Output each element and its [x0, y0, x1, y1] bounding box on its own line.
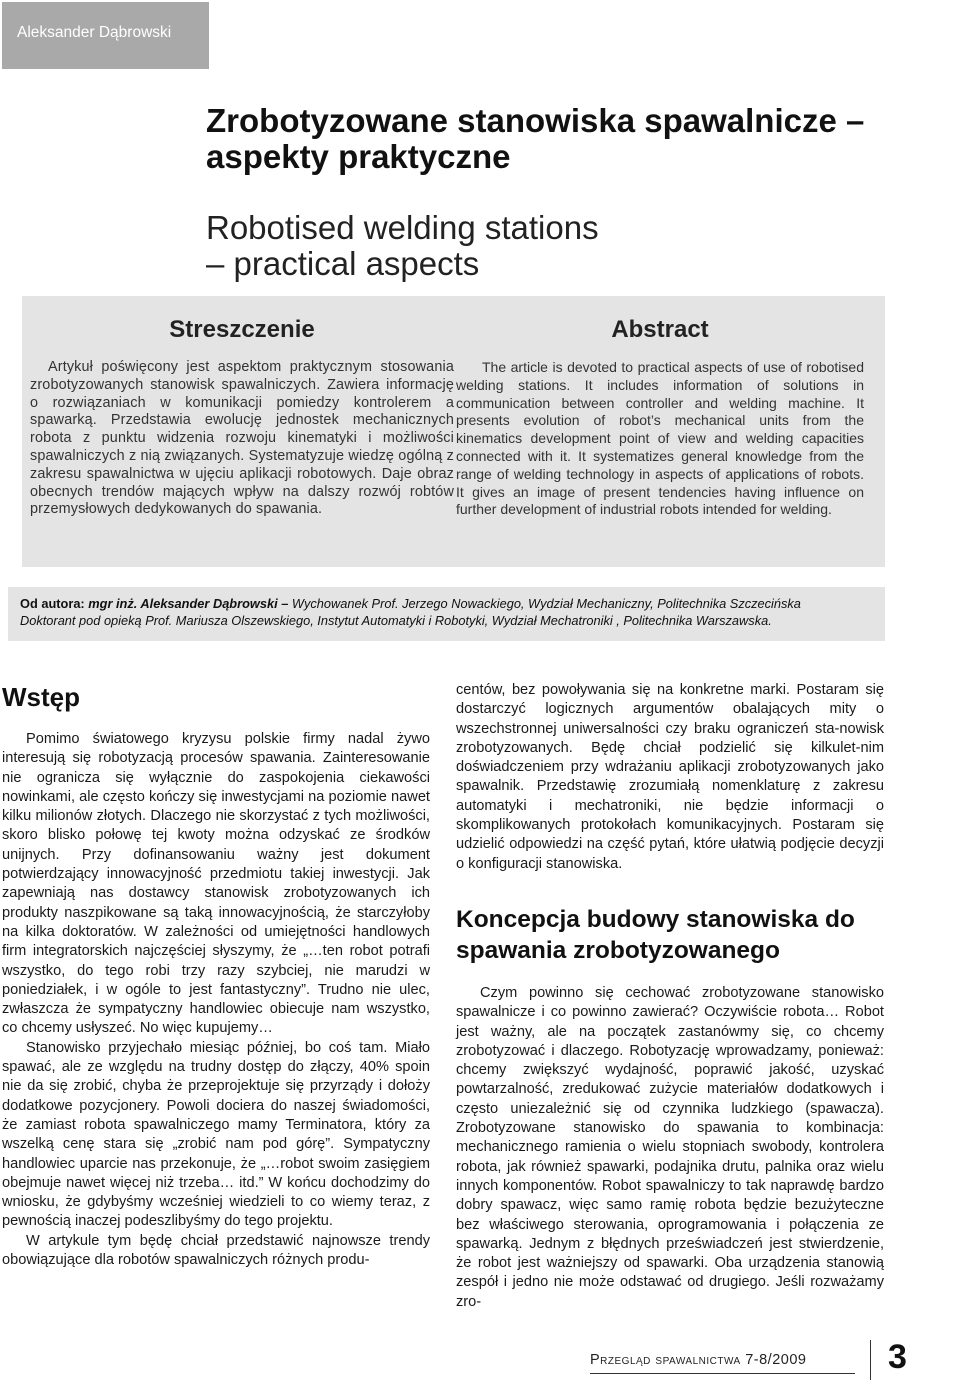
right-column-continuation: centów, bez powoływania się na konkretne marki. Postaram się dostarczyć logicznych argumentów obalających mity o wszechstronnej uniwersalności czy braku ograniczeń sta-nowisk zrobotyzowanych. Będę chciał podzielić się kilkulet-nim doświadczeniem przy wdrażaniu aplikacji zrobotyzowanych jako spawalnik. Przedstawię zrozumiałą nomenklaturę z zakresu automatyki i mechatroniki, nie będzie informacji o skomplikowanych protokołach komunikacyjnych. Postaram się udzielić odpowiedzi na część pytań, które ułatwią podjęcie decyzji o konfiguracji stanowiska.: [456, 682, 884, 872]
title-english-line-2: – practical aspects: [206, 245, 480, 282]
footer-divider: [870, 1340, 871, 1380]
author-info-label: Od autora:: [20, 596, 85, 611]
footer-rule: [590, 1373, 855, 1374]
abstract-text: The article is devoted to practical aspects of use of robotised welding stations. It includes information of solutions in communication between controller and welding machine. It presents evolution of robot’s mechanical units from the kinematics development point of view and welding capacities connected with it. It systematizes general knowledge from the range of welding technology in aspects of applications of robots. It gives an image of present tendencies having influence on further development of industrial robots intended for welding.: [456, 359, 864, 518]
streszczenie-text: Artykuł poświęcony jest aspektom praktycznym stosowania zrobotyzowanych stanowisk spawalniczych. Zawiera informację o rozwiązaniach w komunikacji pomiedzy kontrolerem a spawarką. Przedstawia ewolucję jednostek mechanicznych robota z punktu widzenia rozwoju kinematyki i możliwości spawalniczych z nią związanych. Systematyzuje wiedzę ogólną z zakresu spawalnictwa w ujęciu aplikacji robotowych. Daje obraz obecnych trendów mających wpływ na dalszy rozwój robtów przemysłowych dedykowanych do spawania.: [30, 359, 454, 518]
wstep-paragraph-2: Stanowisko przyjechało miesiąc później, bo coś tam. Miało spawać, ale ze względu na trudny dostęp do złączy, 40% spoin nie da się zrobić, chyba że przeprojektuje się przyrządy i dołoży dodatkowe pozycjonery. Powoli dociera do naszej świadomości, że zamiast robota spawalniczego mamy Terminatora, który za wszelką cenę stara się „zrobić nam pod górę”. Sympatyczny handlowiec uparcie nas przekonuje, że „…robot swoim zasięgiem obejmuje nawet więcej niż trzeba… itd.” W końcu dochodzimy do wniosku, że gdybyśmy wcześniej wiedzieli to co wiemy teraz, z pewnością inaczej podeszlibyśmy do tego projektu.: [2, 1039, 430, 1230]
koncepcja-paragraph-1: Czym powinno się cechować zrobotyzowane stanowisko spawalnicze i co powinno zawierać? Oczywiście robota… Robot jest ważny, ale na początek zastanówmy się, co chcemy zrobotyzować i dlaczego. Robotyzację wprowadzamy, ponieważ: chcemy zwiększyć wydajność, poprawić jakość, uzyskać powtarzalność, zredukować zużycie materiałów dodatkowych i często uniezależnić się od czynnika ludzkiego (spawacza). Zrobotyzowane stanowisko do spawania to kombinacja: mechanicznego ramienia o wielu stopniach swobody, kontrolera robota, jak również spawarki, podajnika drutu, palnika oraz wielu innych komponentów. Robot spawalniczy to tak naprawdę bardzo dobry spawacz, więc samo ramię robota będzie bezużyteczne bez właściwego sterowania, oprogramowania i połączenia ze spawarką. Jednym z błędnych przeświadczeń jest stwierdzenie, że robot jest ważniejszy od spawarki. Oba urządzenia stanowią zespół i jedno nie może odstawać od drugiego. Jeśli rozważamy zro-: [456, 985, 884, 1310]
author-tab: Aleksander Dąbrowski: [2, 2, 209, 69]
journal-name: Przegląd spawalnictwa 7-8/2009: [590, 1352, 807, 1368]
title-polish: Zrobotyzowane stanowiska spawalnicze – aspekty praktyczne: [206, 102, 865, 175]
author-info-line-1: [20, 595, 885, 612]
right-column-top: [456, 681, 884, 874]
wstep-paragraph-1: Pomimo światowego kryzysu polskie firmy nadal żywo interesują się robotyzacją procesów spawania. Zainteresowanie nie ogranicza się wyłącznie do zaspokojenia ciekawości nowinkami, ale często kończy się inwestycjami na poziomie nawet kilku milionów złotych. Dlaczego nie skorzystać z tych możliwości, skoro blisko połowę tej kwoty można odzyskać ze środków unijnych. Przy dofinansowaniu ważny jest dokument potwierdzający innowacyjność przedmiotu takiej inwestycji. Jak zapewniają nas dostawcy stanowisk zrobotyzowanych ich produkty naszpikowane są taką innowacyjnością, że starczyłoby na kilka doktoratów. W zależności od umiejętności handlowych firm integratorskich najczęściej słyszymy, że „…ten robot potrafi wszystko, do tego robi trzy razy szybciej, nie marudzi w poniedziałek, i w ogóle to jest fantastyczny”. Trudno nie ulec, zwłaszcza że sympatyczny handlowiec obiecuje nam wszystko, co chcemy usłyszeć. No więc kupujemy…: [2, 731, 430, 1037]
streszczenie-heading: Streszczenie: [169, 316, 315, 343]
page-number: 3: [888, 1338, 907, 1376]
author-info-name: mgr inż. Aleksander Dąbrowski –: [88, 596, 289, 611]
wstep-paragraph-3: W artykule tym będę chciał przedstawić najnowsze trendy obowiązujące dla robotów spawalniczych różnych produ-: [2, 1232, 430, 1269]
title-english: [206, 210, 926, 282]
author-info-line-2: Doktorant pod opieką Prof. Mariusza Olszewskiego, Instytut Automatyki i Robotyki, Wydział Mechatroniki , Politechnika Warszawska.: [20, 613, 772, 628]
section-heading-wstep: Wstęp: [2, 682, 80, 712]
title-english-line-1: Robotised welding stations: [206, 209, 599, 246]
author-info-line-1-rest: Wychowanek Prof. Jerzego Nowackiego, Wydział Mechaniczny, Politechnika Szczecińska: [291, 596, 801, 611]
abstract-box: [22, 296, 885, 567]
abstract-heading: Abstract: [611, 316, 709, 343]
author-info-box: [8, 587, 885, 641]
section-heading-koncepcja: Koncepcja budowy stanowiska do spawania zrobotyzowanego: [456, 906, 855, 964]
left-column: [2, 730, 430, 1270]
right-column-koncepcja: [456, 984, 884, 1312]
